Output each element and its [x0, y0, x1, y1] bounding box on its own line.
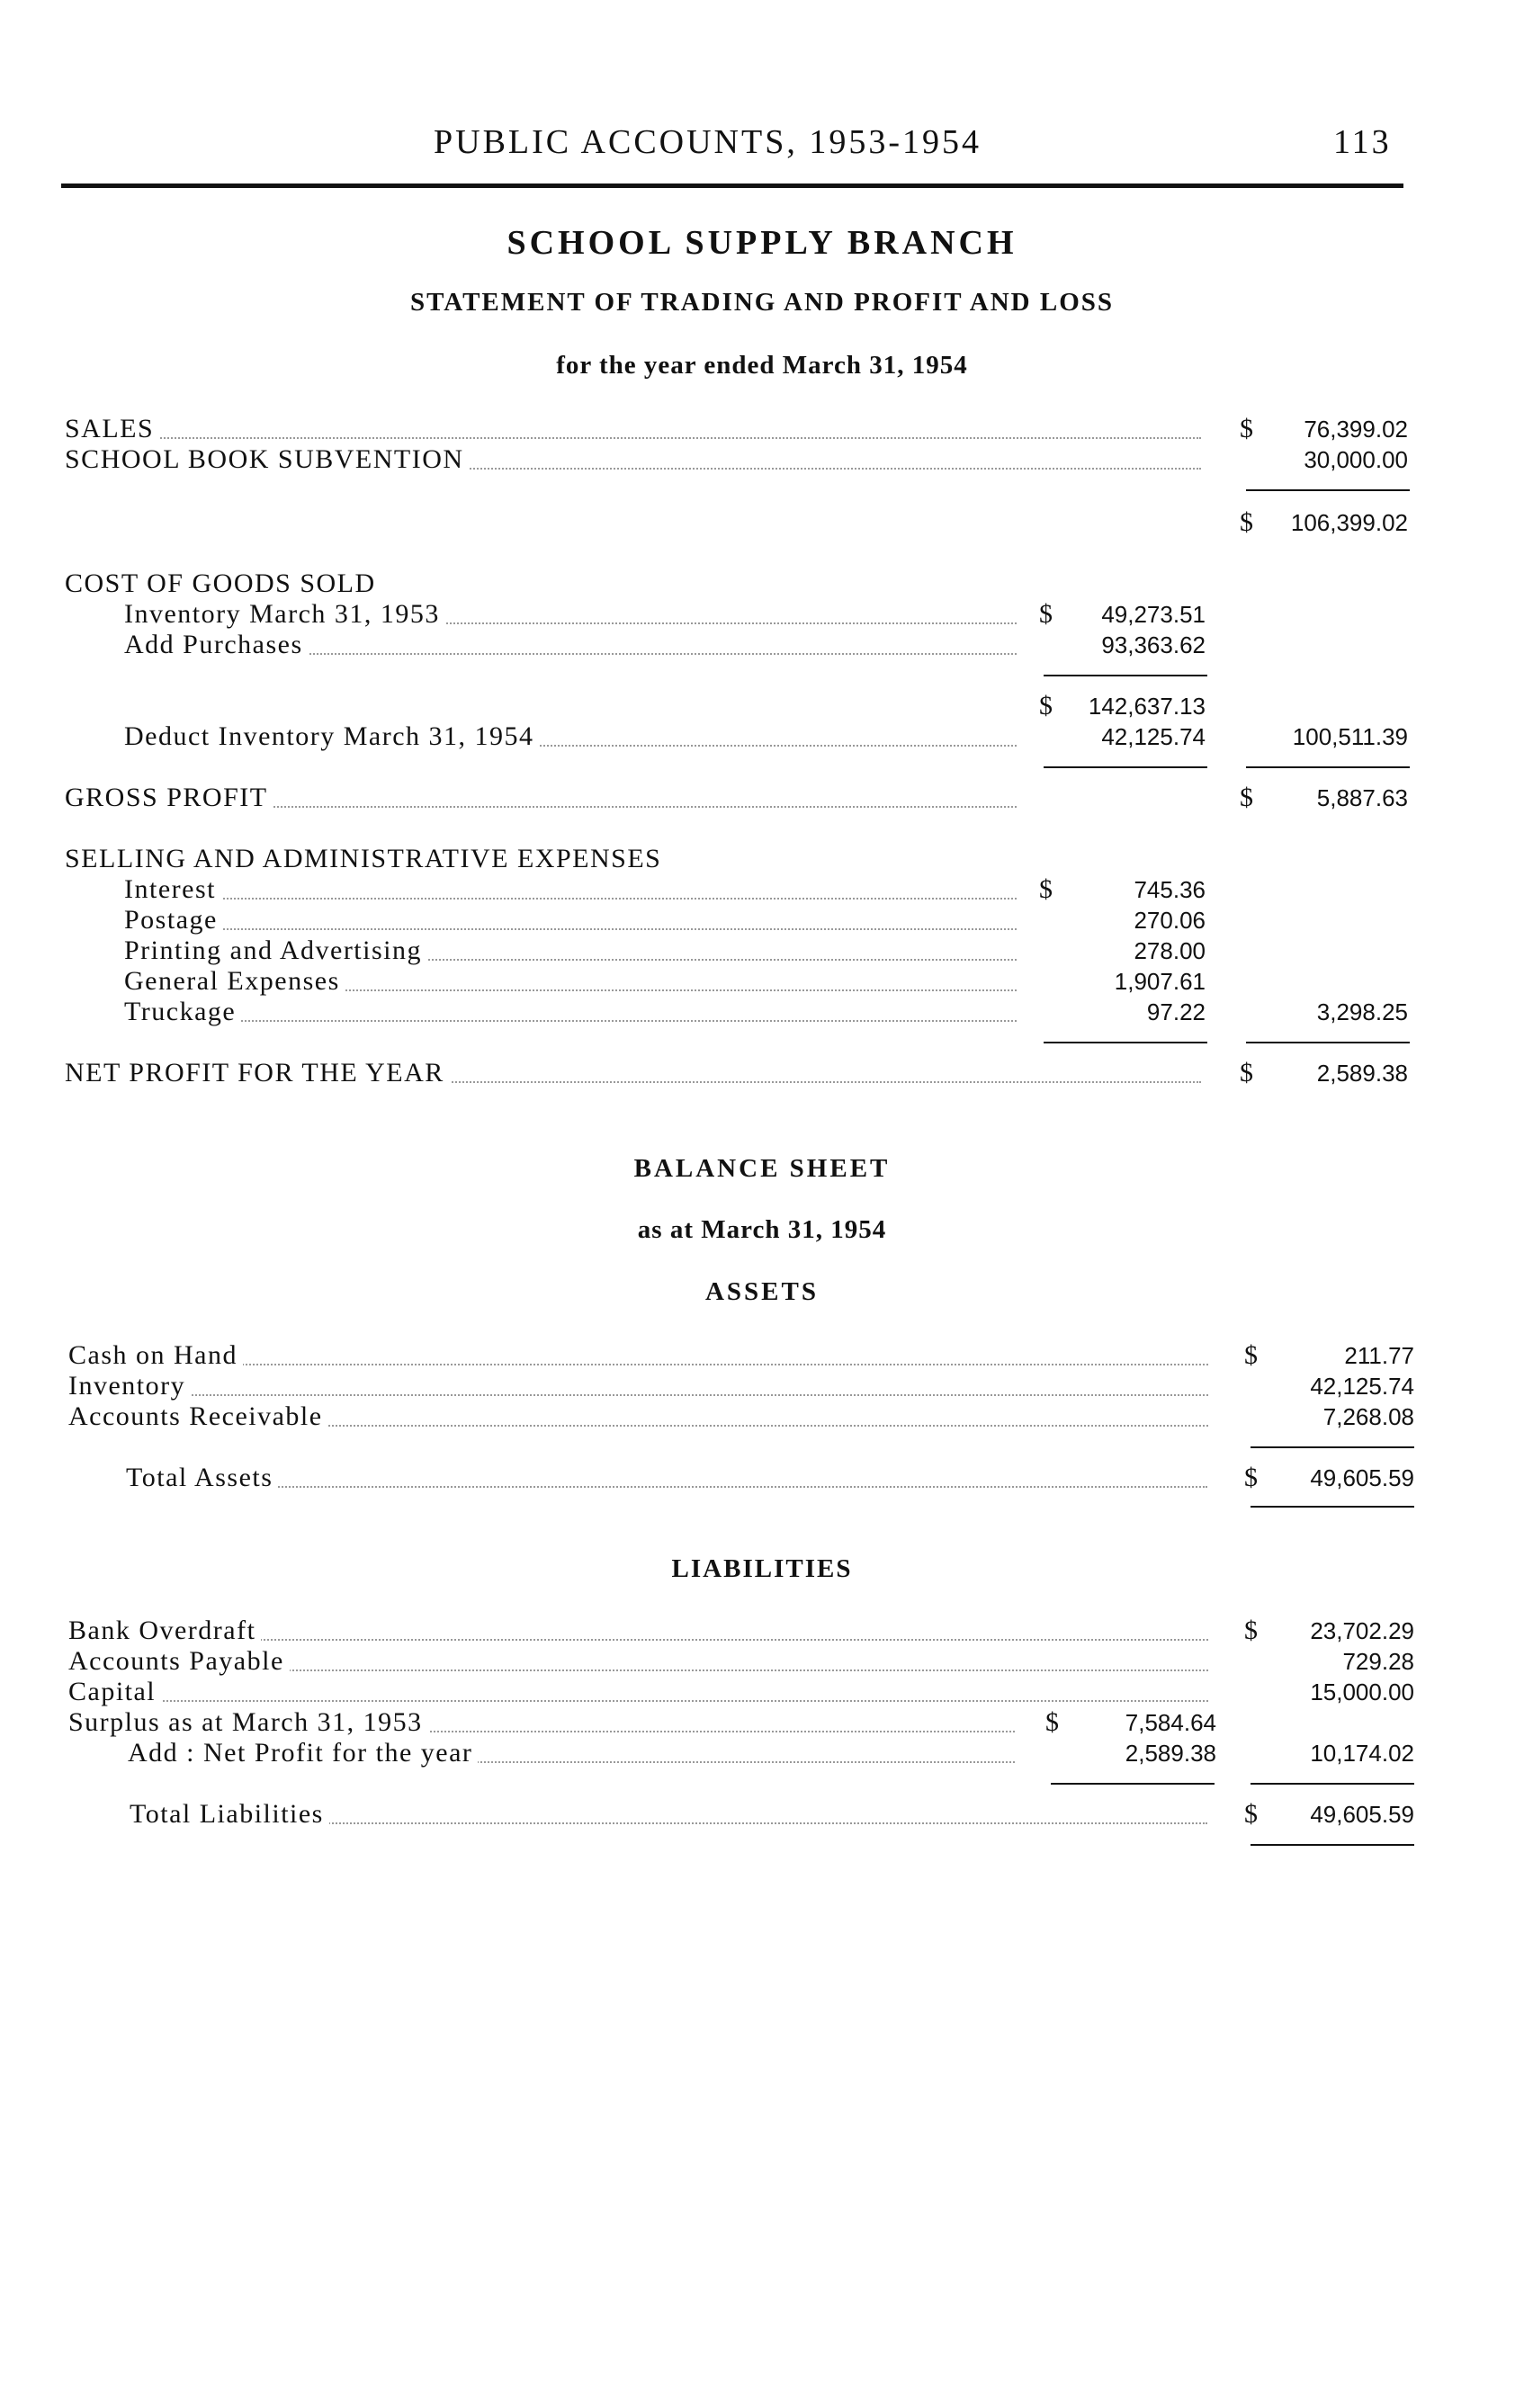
page-number: 113 — [1333, 123, 1392, 161]
subvention-amount: 30,000.00 — [1304, 446, 1408, 473]
general-expenses-row — [0, 966, 1524, 997]
expenses-total-amount: 3,298.25 — [1316, 998, 1408, 1025]
overdraft-amount: 23,702.29 — [1310, 1617, 1414, 1644]
total-revenue-amount: 106,399.02 — [1290, 509, 1408, 536]
truckage-amount: 97.22 — [1146, 998, 1206, 1025]
payable-row — [0, 1646, 1524, 1677]
cash-row — [0, 1340, 1524, 1371]
assets-heading: ASSETS — [704, 1277, 819, 1306]
inventory-asset-label: Inventory — [68, 1371, 191, 1401]
net-profit-label: NET PROFIT FOR THE YEAR — [65, 1058, 450, 1088]
purchases-label: Add Purchases — [124, 630, 309, 660]
sum-rule — [1246, 1042, 1410, 1043]
receivable-amount: 7,268.08 — [1322, 1403, 1414, 1430]
cogs-subtotal-dollar: $ — [1039, 691, 1053, 721]
capital-label: Capital — [68, 1677, 161, 1707]
postage-amount: 270.06 — [1134, 907, 1206, 934]
postage-row — [0, 905, 1524, 935]
leader-dots — [70, 1700, 1208, 1702]
sales-amount: 76,399.02 — [1304, 416, 1408, 443]
printing-row — [0, 935, 1524, 966]
gross-profit-row — [0, 783, 1524, 813]
inventory-1954-amount: 42,125.74 — [1101, 723, 1206, 750]
net-profit-amount: 2,589.38 — [1316, 1060, 1408, 1087]
total-liabilities-dollar: $ — [1244, 1799, 1258, 1829]
cash-label: Cash on Hand — [68, 1340, 243, 1371]
payable-amount: 729.28 — [1342, 1648, 1414, 1675]
interest-label: Interest — [124, 874, 221, 905]
interest-row — [0, 874, 1524, 905]
inventory-1953-label: Inventory March 31, 1953 — [124, 599, 445, 630]
sum-rule — [1246, 766, 1410, 768]
printing-label: Printing and Advertising — [124, 935, 427, 966]
purchases-amount: 93,363.62 — [1101, 631, 1206, 658]
truckage-row — [0, 997, 1524, 1027]
total-liabilities-label: Total Liabilities — [130, 1799, 329, 1830]
capital-amount: 15,000.00 — [1310, 1678, 1414, 1705]
add-net-profit-amount: 2,589.38 — [1125, 1740, 1216, 1767]
cash-amount: 211.77 — [1344, 1342, 1414, 1369]
interest-amount: 745.36 — [1134, 876, 1206, 903]
inventory-asset-row — [0, 1371, 1524, 1401]
subvention-row — [0, 444, 1524, 475]
printing-amount: 278.00 — [1134, 937, 1206, 964]
surplus-amount: 7,584.64 — [1125, 1709, 1216, 1736]
total-liabilities-row — [0, 1799, 1524, 1830]
cogs-total-amount: 100,511.39 — [1292, 723, 1408, 750]
total-double-rule — [1251, 1506, 1414, 1508]
receivable-label: Accounts Receivable — [68, 1401, 328, 1432]
leader-dots — [126, 898, 1017, 900]
leader-dots — [126, 928, 1017, 930]
total-double-rule — [1251, 1844, 1414, 1846]
subvention-label: SCHOOL BOOK SUBVENTION — [65, 444, 470, 475]
surplus-total-amount: 10,174.02 — [1310, 1740, 1414, 1767]
cogs-subtotal-amount: 142,637.13 — [1088, 693, 1206, 720]
branch-title: SCHOOL SUPPLY BRANCH — [507, 224, 1017, 262]
expenses-label: SELLING AND ADMINISTRATIVE EXPENSES — [65, 844, 667, 874]
leader-dots — [67, 437, 1201, 439]
general-expenses-amount: 1,907.61 — [1114, 968, 1206, 995]
total-revenue-row — [0, 507, 1524, 538]
liabilities-heading: LIABILITIES — [671, 1554, 853, 1583]
inventory-1954-label: Deduct Inventory March 31, 1954 — [124, 721, 540, 752]
payable-label: Accounts Payable — [68, 1646, 290, 1677]
truckage-label: Truckage — [124, 997, 241, 1027]
cash-dollar: $ — [1244, 1340, 1258, 1370]
total-assets-label: Total Assets — [126, 1463, 278, 1493]
inventory-1953-dollar: $ — [1039, 599, 1053, 629]
interest-dollar: $ — [1039, 874, 1053, 904]
balance-sheet-title: BALANCE SHEET — [633, 1154, 891, 1183]
sum-rule — [1044, 675, 1207, 676]
receivable-row — [0, 1401, 1524, 1432]
total-assets-dollar: $ — [1244, 1463, 1258, 1492]
statement-period: for the year ended March 31, 1954 — [556, 351, 968, 380]
overdraft-dollar: $ — [1244, 1616, 1258, 1645]
inventory-1954-row — [0, 721, 1524, 752]
balance-sheet-date: as at March 31, 1954 — [637, 1215, 887, 1244]
cogs-subtotal-row — [0, 691, 1524, 721]
gross-profit-label: GROSS PROFIT — [65, 783, 273, 813]
sum-rule — [1044, 1042, 1207, 1043]
gross-profit-dollar: $ — [1240, 783, 1253, 812]
total-revenue-dollar: $ — [1240, 507, 1253, 537]
purchases-row — [0, 630, 1524, 660]
sales-dollar: $ — [1240, 414, 1253, 443]
sum-rule — [1246, 489, 1410, 491]
leader-dots — [128, 1486, 1207, 1488]
net-profit-dollar: $ — [1240, 1058, 1253, 1088]
sum-rule — [1251, 1783, 1414, 1785]
overdraft-row — [0, 1616, 1524, 1646]
capital-row — [0, 1677, 1524, 1707]
general-expenses-label: General Expenses — [124, 966, 345, 997]
surplus-row — [0, 1707, 1524, 1738]
sum-rule — [1044, 766, 1207, 768]
running-title: PUBLIC ACCOUNTS, 1953-1954 — [434, 123, 982, 161]
total-assets-row — [0, 1463, 1524, 1493]
sales-label: SALES — [65, 414, 159, 444]
total-liabilities-amount: 49,605.59 — [1310, 1801, 1414, 1828]
statement-title: STATEMENT OF TRADING AND PROFIT AND LOSS — [409, 288, 1115, 317]
leader-dots — [126, 1020, 1017, 1022]
overdraft-label: Bank Overdraft — [68, 1616, 261, 1646]
postage-label: Postage — [124, 905, 223, 935]
expenses-heading-row — [0, 844, 1524, 874]
surplus-dollar: $ — [1045, 1707, 1059, 1737]
inventory-asset-amount: 42,125.74 — [1310, 1373, 1414, 1400]
header-rule — [61, 184, 1403, 188]
total-assets-amount: 49,605.59 — [1310, 1464, 1414, 1491]
sum-rule — [1051, 1783, 1215, 1785]
add-net-profit-label: Add : Net Profit for the year — [128, 1738, 478, 1768]
leader-dots — [70, 1394, 1208, 1396]
net-profit-row — [0, 1058, 1524, 1088]
cogs-label: COST OF GOODS SOLD — [65, 568, 381, 599]
inventory-1953-row — [0, 599, 1524, 630]
cogs-heading-row — [0, 568, 1524, 599]
inventory-1953-amount: 49,273.51 — [1101, 601, 1206, 628]
sales-row — [0, 414, 1524, 444]
surplus-label: Surplus as at March 31, 1953 — [68, 1707, 428, 1738]
gross-profit-amount: 5,887.63 — [1316, 784, 1408, 811]
sum-rule — [1251, 1446, 1414, 1448]
add-net-profit-row — [0, 1738, 1524, 1768]
